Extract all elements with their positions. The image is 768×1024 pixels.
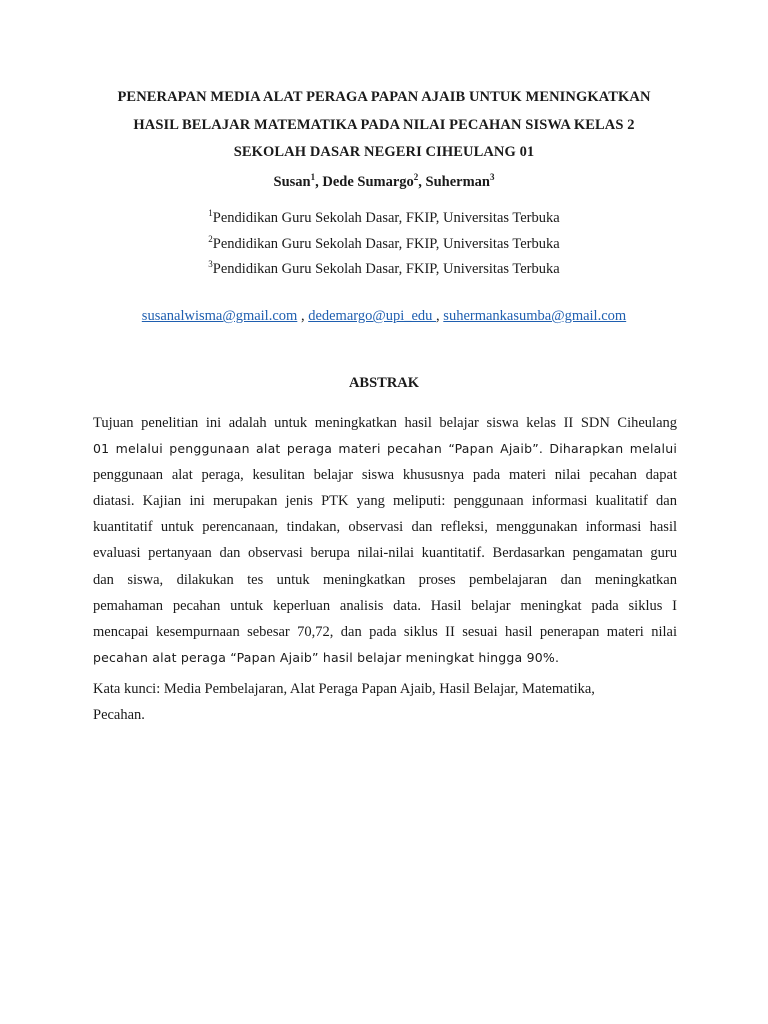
- author-separator: ,: [315, 174, 323, 190]
- email-list: [0, 306, 768, 326]
- paper-title: [60, 84, 708, 167]
- affiliation-text: Pendidikan Guru Sekolah Dasar, FKIP, Universitas Terbuka: [212, 261, 560, 277]
- affiliation-item: [0, 257, 768, 283]
- author-superscript: 3: [490, 172, 495, 183]
- abstract-line: [93, 436, 677, 462]
- keywords-line: Kata kunci: Media Pembelajaran, Alat Peraga Papan Ajaib, Hasil Belajar, Matematika,: [93, 681, 595, 697]
- abstract-line: pemahaman pecahan untuk keperluan analisis data. Hasil belajar meningkat pada siklus I: [93, 597, 677, 614]
- author-separator: ,: [418, 174, 426, 190]
- affiliation-text: Pendidikan Guru Sekolah Dasar, FKIP, Universitas Terbuka: [212, 235, 560, 252]
- affiliation-superscript: 2: [208, 233, 213, 244]
- email-separator: ,: [436, 308, 444, 324]
- affiliation-superscript: 3: [208, 259, 213, 270]
- title-line-3: SEKOLAH DASAR NEGERI CIHEULANG 01: [233, 144, 535, 160]
- abstract-line-part: Diharapkan melalui: [543, 441, 677, 457]
- abstract-body: [93, 410, 677, 671]
- abstract-line: Tujuan penelitian ini adalah untuk meningkatkan hasil belajar siswa kelas II SDN Ciheulang: [93, 415, 677, 431]
- abstract-line: mencapai kesempurnaan sebesar 70,72, dan pada siklus II sesuai hasil penerapan materi nilai: [93, 623, 677, 640]
- email-link[interactable]: suhermankasumba@gmail.com: [443, 308, 627, 324]
- keywords: [93, 676, 677, 728]
- title-line-1: PENERAPAN MEDIA ALAT PERAGA PAPAN AJAIB UNTUK MENINGKATKAN: [117, 89, 651, 105]
- abstract-line: kuantitatif untuk perencanaan, tindakan, observasi dan refleksi, menggunakan informasi hasil: [93, 519, 677, 536]
- author-list: [0, 172, 768, 192]
- author-name: Dede Sumargo: [322, 174, 414, 190]
- title-line-2: HASIL BELAJAR MATEMATIKA PADA NILAI PECAHAN SISWA KELAS 2: [133, 116, 635, 133]
- affiliation-text: Pendidikan Guru Sekolah Dasar, FKIP, Universitas Terbuka: [212, 210, 560, 226]
- author-name: Susan: [273, 174, 311, 190]
- abstract-line: pecahan alat peraga “Papan Ajaib” hasil belajar meningkat hingga 90%.: [93, 649, 560, 665]
- abstract-line-part: 01 melalui penggunaan alat peraga materi pecahan “Papan Ajaib”.: [93, 441, 544, 457]
- email-link[interactable]: susanalwisma@gmail.com: [141, 308, 298, 324]
- email-link[interactable]: dedemargo@upi_edu: [308, 308, 437, 324]
- author-superscript: 2: [413, 172, 419, 183]
- abstract-line: penggunaan alat peraga, kesulitan belajar siswa khususnya pada materi nilai pecahan dapat: [93, 467, 677, 484]
- abstract-line: evaluasi pertanyaan dan observasi berupa nilai-nilai kuantitatif. Berdasarkan pengamatan guru: [93, 545, 677, 562]
- email-separator: ,: [297, 308, 309, 324]
- affiliation-item: [0, 206, 768, 232]
- keywords-line: Pecahan.: [93, 707, 145, 723]
- affiliation-item: [0, 232, 768, 258]
- author-superscript: 1: [310, 172, 316, 183]
- affiliation-superscript: 1: [208, 208, 213, 219]
- abstract-line: diatasi. Kajian ini merupakan jenis PTK yang meliputi: penggunaan informasi kualitatif dan: [93, 493, 677, 510]
- abstract-line: dan siswa, dilakukan tes untuk meningkatkan proses pembelajaran dan meningkatkan: [93, 571, 677, 588]
- affiliation-list: [0, 206, 768, 283]
- abstract-heading: ABSTRAK: [348, 375, 420, 391]
- author-name: Suherman: [425, 174, 490, 190]
